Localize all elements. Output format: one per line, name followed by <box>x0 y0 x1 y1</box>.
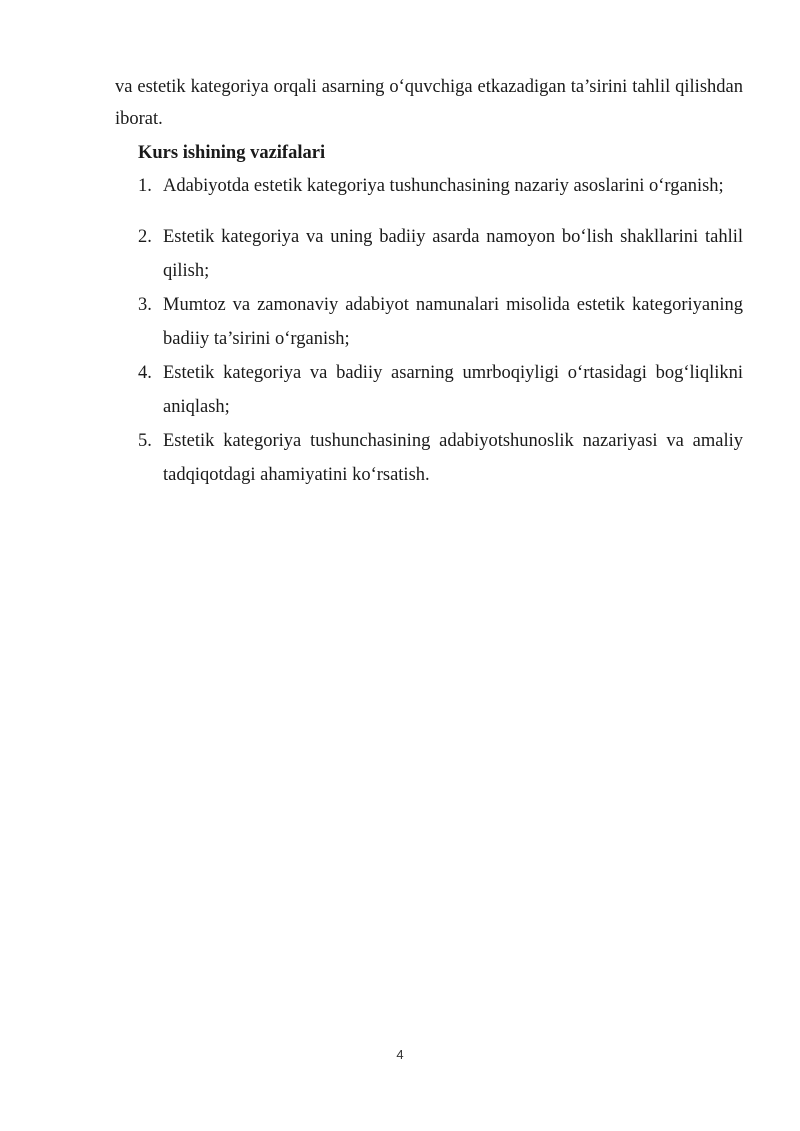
task-item <box>115 424 743 492</box>
page-number: 4 <box>396 1047 404 1062</box>
page-content <box>115 71 743 492</box>
task-number: 1. <box>138 176 152 196</box>
task-number: 2. <box>138 227 152 247</box>
task-item <box>115 356 743 424</box>
task-item <box>115 220 743 288</box>
task-list <box>115 169 743 492</box>
task-number: 3. <box>138 295 152 315</box>
task-number: 5. <box>138 431 152 451</box>
task-text: Mumtoz va zamonaviy adabiyot namunalari misolida estetik kategoriyaning badiiy ta’sirini o‘rganish; <box>163 295 743 349</box>
task-text: Estetik kategoriya tushunchasining adabiyotshunoslik nazariyasi va amaliy tadqiqotdagi ahamiyatini ko‘rsatish. <box>163 431 743 485</box>
task-text: Estetik kategoriya va uning badiiy asarda namoyon bo‘lish shakllarini tahlil qilish; <box>163 227 743 281</box>
task-text: Adabiyotda estetik kategoriya tushunchasining nazariy asoslarini o‘rganish; <box>163 176 724 196</box>
section-heading: Kurs ishining vazifalari <box>138 143 326 163</box>
task-item <box>115 169 743 203</box>
intro-paragraph: va estetik kategoriya orqali asarning o‘quvchiga etkazadigan ta’sirini tahlil qilishdan iborat. <box>115 77 743 129</box>
task-item <box>115 288 743 356</box>
task-text: Estetik kategoriya va badiiy asarning umrboqiyligi o‘rtasidagi bog‘liqlikni aniqlash; <box>163 363 743 417</box>
task-number: 4. <box>138 363 152 383</box>
